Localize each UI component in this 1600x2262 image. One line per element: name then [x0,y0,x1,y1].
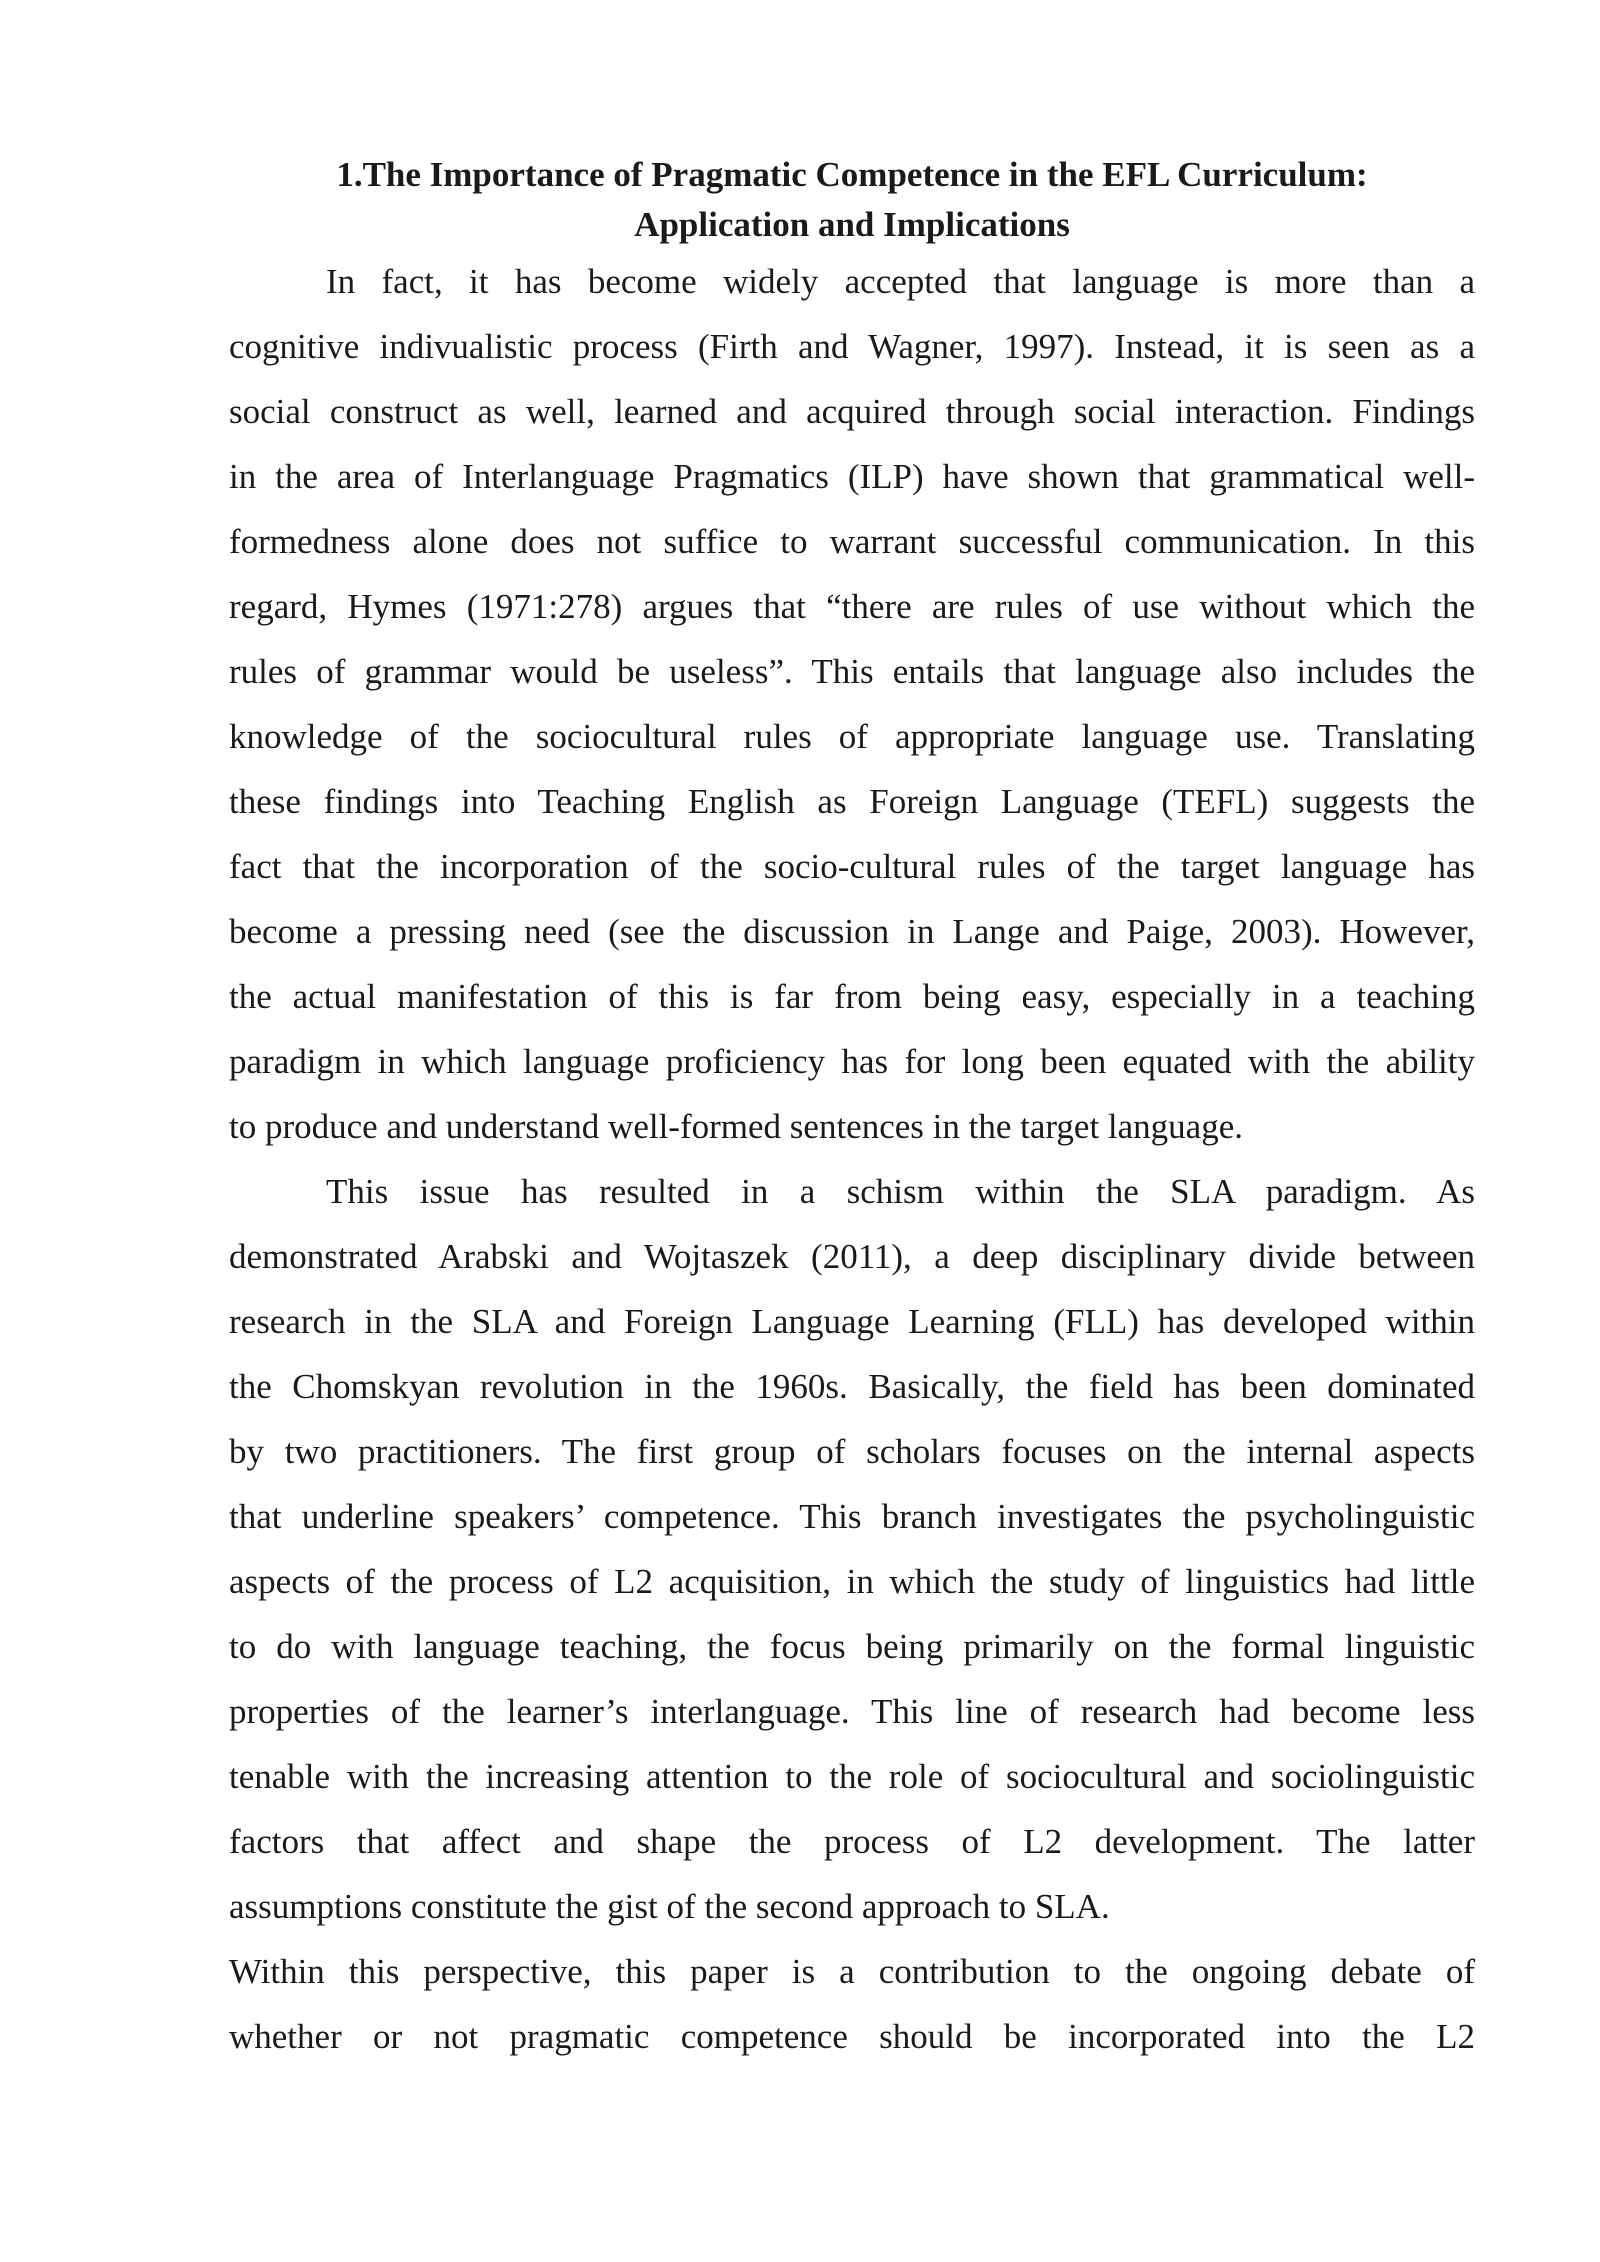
text-line: formedness alone does not suffice to warrant successful communication. In this [229,522,1475,561]
paragraph-2 [229,1159,1475,1939]
paragraph-3 [229,1939,1475,2069]
text-line: become a pressing need (see the discussion in Lange and Paige, 2003). However, [229,912,1475,951]
heading-line-1: 1.The Importance of Pragmatic Competence in the EFL Curriculum: [336,155,1368,194]
text-line: tenable with the increasing attention to the role of sociocultural and sociolinguistic [229,1757,1475,1796]
document-page [229,150,1475,2069]
text-line: cognitive indivualistic process (Firth and Wagner, 1997). Instead, it is seen as a [229,327,1475,366]
text-line: whether or not pragmatic competence should be incorporated into the L2 [229,2017,1475,2056]
section-heading [229,150,1475,250]
text-line: aspects of the process of L2 acquisition, in which the study of linguistics had little [229,1562,1475,1601]
text-line: the Chomskyan revolution in the 1960s. Basically, the field has been dominated [229,1367,1475,1406]
text-line: by two practitioners. The first group of scholars focuses on the internal aspects [229,1432,1475,1471]
heading-line-2: Application and Implications [634,205,1070,244]
text-line: social construct as well, learned and acquired through social interaction. Findings [229,392,1475,431]
text-line: Within this perspective, this paper is a contribution to the ongoing debate of [229,1952,1475,1991]
text-line: rules of grammar would be useless”. This entails that language also includes the [229,652,1475,691]
text-line: in the area of Interlanguage Pragmatics (ILP) have shown that grammatical well- [229,457,1475,496]
text-line: that underline speakers’ competence. This branch investigates the psycholinguistic [229,1497,1475,1536]
text-line: these findings into Teaching English as Foreign Language (TEFL) suggests the [229,782,1475,821]
text-line: fact that the incorporation of the socio-cultural rules of the target language has [229,847,1475,886]
text-line: research in the SLA and Foreign Language Learning (FLL) has developed within [229,1302,1475,1341]
text-line: This issue has resulted in a schism within the SLA paradigm. As [326,1172,1475,1211]
text-line: knowledge of the sociocultural rules of appropriate language use. Translating [229,717,1475,756]
text-line: factors that affect and shape the process of L2 development. The latter [229,1822,1475,1861]
text-line: the actual manifestation of this is far from being easy, especially in a teaching [229,977,1475,1016]
text-line: to produce and understand well-formed sentences in the target language. [229,1107,1243,1146]
text-line: assumptions constitute the gist of the second approach to SLA. [229,1887,1110,1926]
text-line: In fact, it has become widely accepted that language is more than a [326,262,1475,301]
text-line: properties of the learner’s interlanguage. This line of research had become less [229,1692,1475,1731]
text-line: regard, Hymes (1971:278) argues that “there are rules of use without which the [229,587,1475,626]
paragraph-1 [229,249,1475,1159]
text-line: demonstrated Arabski and Wojtaszek (2011), a deep disciplinary divide between [229,1237,1475,1276]
text-line: to do with language teaching, the focus being primarily on the formal linguistic [229,1627,1475,1666]
text-line: paradigm in which language proficiency has for long been equated with the ability [229,1042,1475,1081]
